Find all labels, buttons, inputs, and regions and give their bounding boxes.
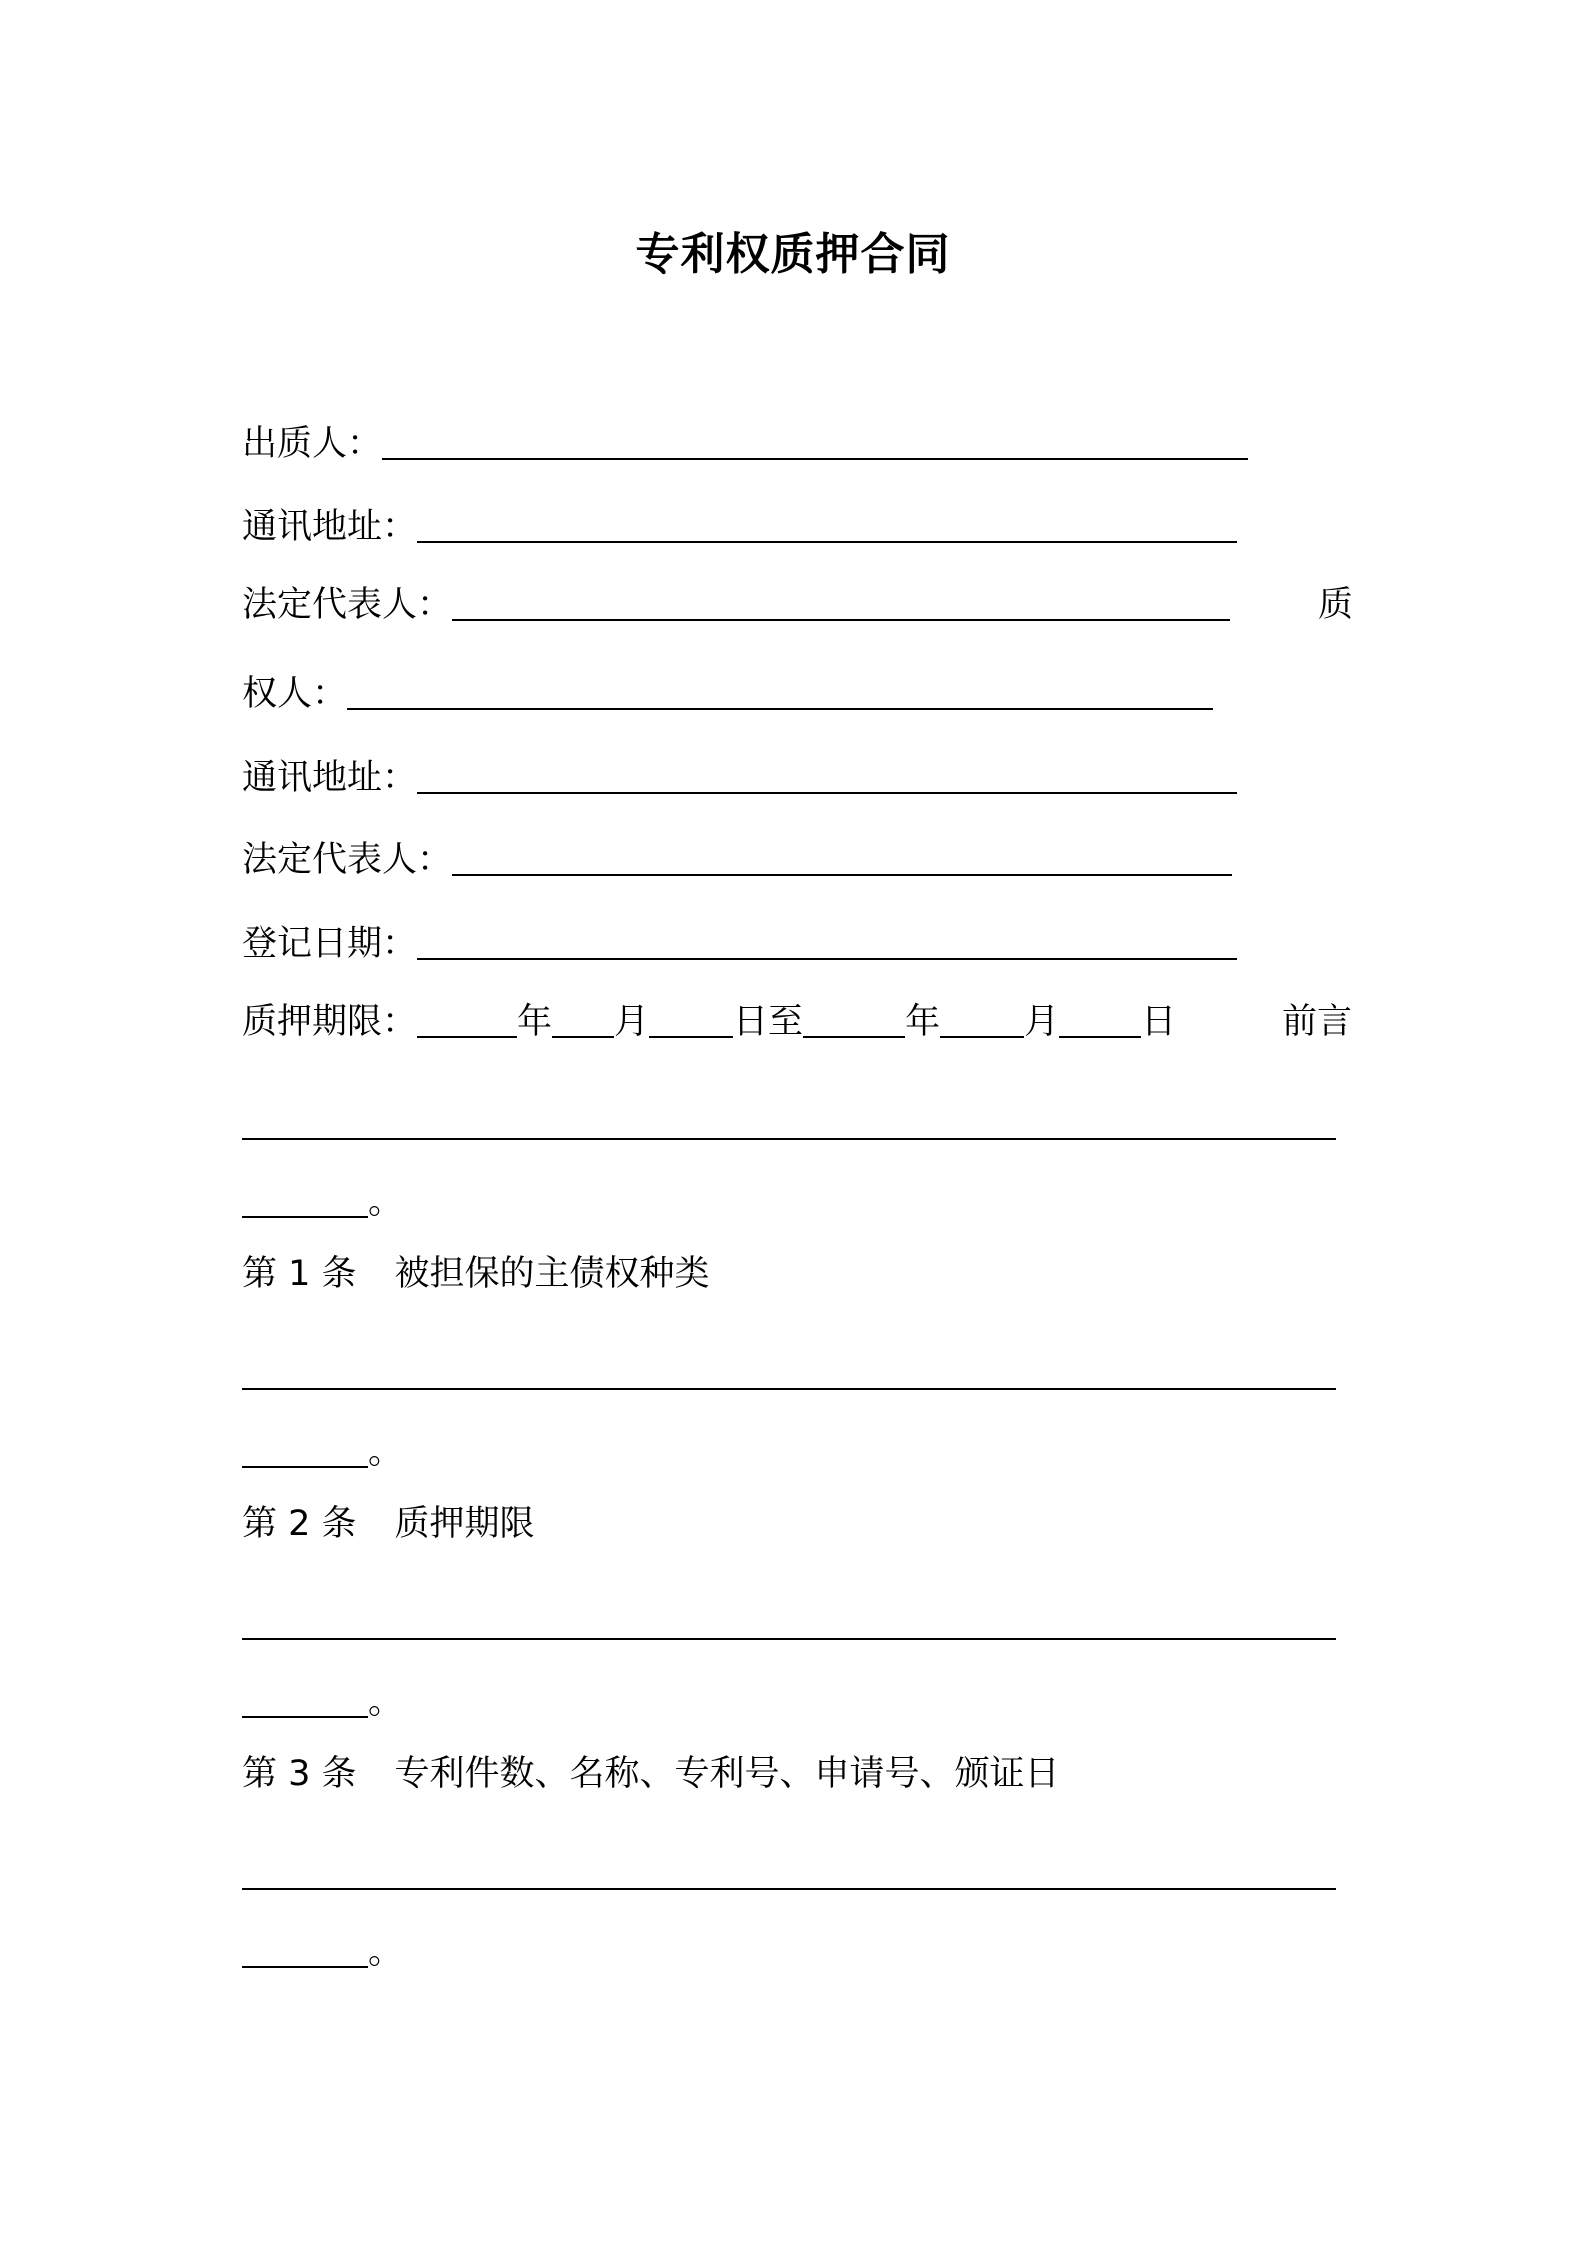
article-number: 第 2 条 — [242, 1504, 357, 1544]
pledge-term-line — [242, 998, 1176, 1046]
article-1-heading — [242, 1250, 710, 1298]
pledgee-field[interactable] — [347, 670, 1213, 710]
pledgor-field[interactable] — [382, 420, 1248, 460]
pledgee-address-line — [242, 754, 1237, 802]
start-day-field[interactable] — [649, 998, 733, 1038]
preface-field[interactable] — [242, 1100, 1336, 1140]
article-number: 第 1 条 — [242, 1254, 357, 1294]
preface-label: 前言 — [1282, 1002, 1353, 1042]
registration-date-field[interactable] — [417, 920, 1237, 960]
period-mark: 。 — [368, 1682, 404, 1722]
pledgor-rep-line — [242, 581, 1230, 629]
article-3-blank-end-line — [242, 1928, 403, 1976]
registration-date-line — [242, 920, 1237, 968]
pledgor-line — [242, 420, 1248, 468]
preface-field-end[interactable] — [242, 1178, 368, 1218]
preface-blank-end-line — [242, 1178, 403, 1226]
article-title: 专利件数、名称、专利号、申请号、颁证日 — [394, 1754, 1060, 1794]
registration-date-label: 登记日期： — [242, 924, 418, 964]
period-mark: 。 — [368, 1182, 404, 1222]
pledgee-rep-label: 法定代表人： — [242, 840, 453, 880]
period-mark: 。 — [368, 1432, 404, 1472]
article-title: 被担保的主债权种类 — [394, 1254, 710, 1294]
pledgor-address-label: 通讯地址： — [242, 507, 418, 547]
start-day-to-label: 日至 — [733, 1002, 804, 1042]
pledge-term-label: 质押期限： — [242, 1002, 418, 1042]
pledgee-address-field[interactable] — [417, 754, 1237, 794]
preface-blank-line — [242, 1100, 1336, 1148]
article-1-blank-line — [242, 1350, 1336, 1398]
article-3-heading — [242, 1750, 1060, 1798]
pledgor-address-field[interactable] — [417, 503, 1237, 543]
end-year-label: 年 — [905, 1002, 941, 1042]
pledgor-label: 出质人： — [242, 424, 383, 464]
pledgor-address-line — [242, 503, 1237, 551]
article-3-field[interactable] — [242, 1850, 1336, 1890]
end-day-field[interactable] — [1059, 998, 1141, 1038]
article-2-heading — [242, 1500, 535, 1548]
end-day-label: 日 — [1141, 1002, 1177, 1042]
pledgee-rep-line — [242, 836, 1232, 884]
pledgee-address-label: 通讯地址： — [242, 758, 418, 798]
pledgee-line — [242, 670, 1213, 718]
pledgor-rep-label: 法定代表人： — [242, 585, 453, 625]
article-3-field-end[interactable] — [242, 1928, 368, 1968]
start-year-field[interactable] — [417, 998, 517, 1038]
article-3-blank-line — [242, 1850, 1336, 1898]
pledgor-rep-field[interactable] — [452, 581, 1230, 621]
pledgee-label-part2: 权人： — [242, 674, 348, 714]
article-2-blank-line — [242, 1600, 1336, 1648]
article-title: 质押期限 — [394, 1504, 535, 1544]
article-number: 第 3 条 — [242, 1754, 357, 1794]
pledgee-label-part1: 质 — [1318, 585, 1354, 625]
page-title: 专利权质押合同 — [635, 229, 951, 280]
start-month-label: 月 — [614, 1002, 650, 1042]
end-month-label: 月 — [1024, 1002, 1060, 1042]
start-year-label: 年 — [517, 1002, 553, 1042]
end-month-field[interactable] — [940, 998, 1024, 1038]
article-1-blank-end-line — [242, 1428, 403, 1476]
article-2-blank-end-line — [242, 1678, 403, 1726]
period-mark: 。 — [368, 1932, 404, 1972]
pledgee-rep-field[interactable] — [452, 836, 1232, 876]
start-month-field[interactable] — [552, 998, 614, 1038]
article-1-field[interactable] — [242, 1350, 1336, 1390]
article-2-field-end[interactable] — [242, 1678, 368, 1718]
end-year-field[interactable] — [803, 998, 905, 1038]
article-2-field[interactable] — [242, 1600, 1336, 1640]
article-1-field-end[interactable] — [242, 1428, 368, 1468]
